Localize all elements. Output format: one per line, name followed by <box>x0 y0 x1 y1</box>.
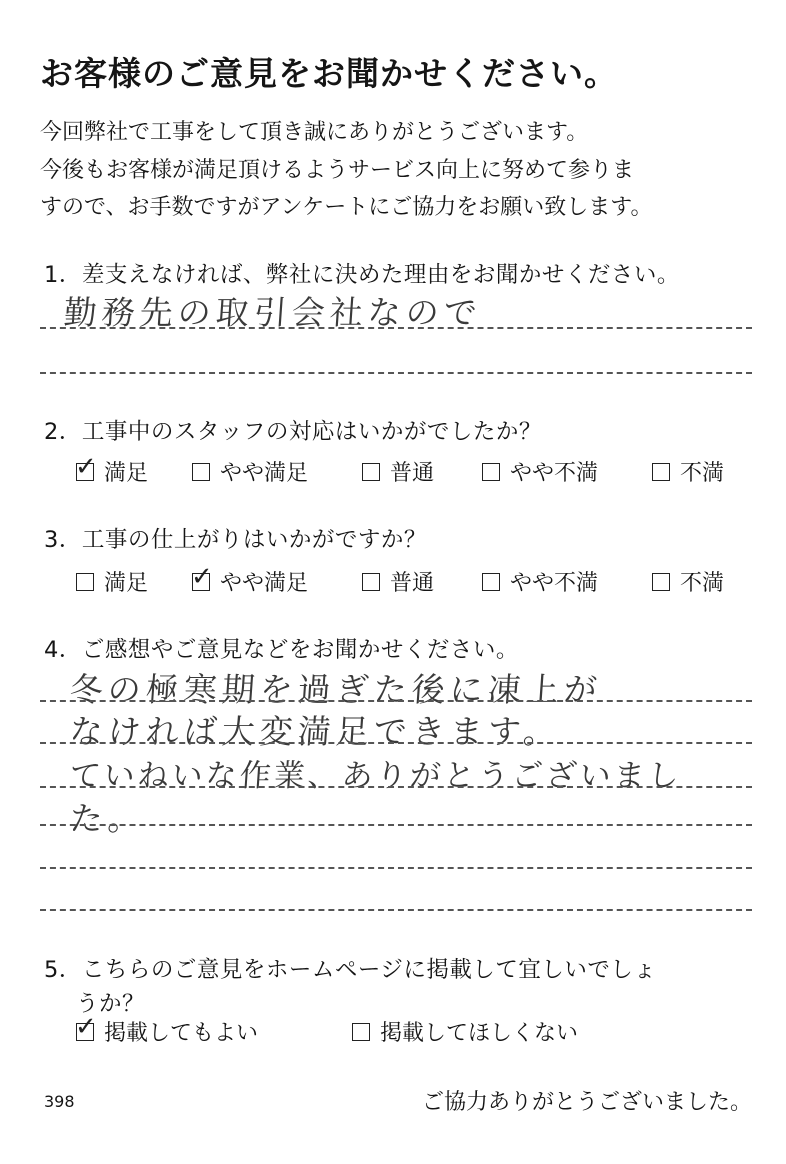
q3-option-5[interactable] <box>652 566 724 597</box>
option-label: やや満足 <box>220 461 309 486</box>
option-label: 普通 <box>390 571 435 596</box>
option-label: やや不満 <box>510 571 599 596</box>
check-mark-icon: ✓ <box>75 451 97 482</box>
page-number: 398 <box>44 1092 75 1111</box>
question-2-label: 2．工事中のスタッフの対応はいかがでしたか？ <box>44 419 542 445</box>
question-4-answer-line-2: なければ大変満足できます。 <box>68 712 563 751</box>
checkbox[interactable] <box>652 463 670 481</box>
q3-option-3[interactable] <box>362 566 434 597</box>
answer-line <box>40 327 752 329</box>
q2-option-3[interactable] <box>362 456 434 487</box>
q2-option-2[interactable] <box>192 456 308 487</box>
answer-line <box>40 700 752 702</box>
checkbox[interactable] <box>652 573 670 591</box>
question-4-answer-line-3: ていねいな作業、ありがとうございまし <box>68 758 684 794</box>
question-1-label: 1．差支えなければ、弊社に決めた理由をお聞かせください。 <box>44 262 680 288</box>
question-5-label-line-1: 5．こちらのご意見をホームページに掲載して宜しいでしょ <box>44 957 657 983</box>
option-label: 普通 <box>390 461 435 486</box>
q3-option-1[interactable] <box>76 566 148 597</box>
q2-option-1[interactable] <box>75 451 149 487</box>
option-label: 不満 <box>680 461 725 486</box>
question-4-answer-line-4: た。 <box>68 799 148 838</box>
checkbox[interactable] <box>362 573 380 591</box>
option-label: 満足 <box>104 571 149 596</box>
checkbox[interactable] <box>191 561 213 592</box>
question-4-answer-line-1: 冬の極寒期を過ぎた後に凍上が <box>68 670 604 709</box>
answer-line <box>40 909 752 911</box>
checkbox[interactable] <box>76 573 94 591</box>
checkbox[interactable] <box>75 451 97 482</box>
question-4-label: 4．ご感想やご意見などをお聞かせください。 <box>44 637 519 663</box>
checkbox[interactable] <box>362 463 380 481</box>
q3-option-2[interactable] <box>191 561 309 597</box>
intro-line-1: 今回弊社で工事をして頂き誠にありがとうございます。 <box>40 120 589 145</box>
intro-line-2: 今後もお客様が満足頂けるようサービス向上に努めて参りま <box>40 158 635 183</box>
question-1-answer: 勤務先の取引会社なので <box>62 293 484 332</box>
option-label: やや満足 <box>220 571 309 596</box>
answer-line <box>40 786 752 788</box>
q2-option-4[interactable] <box>482 456 598 487</box>
option-label: 不満 <box>680 571 725 596</box>
question-3-label: 3．工事の仕上がりはいかがですか？ <box>44 527 427 553</box>
question-5-label-line-2: うか？ <box>76 991 146 1017</box>
checkbox[interactable] <box>352 1023 370 1041</box>
survey-title: お客様のご意見をお聞かせください。 <box>40 54 618 93</box>
answer-line <box>40 742 752 744</box>
answer-line <box>40 372 752 374</box>
checkbox[interactable] <box>192 463 210 481</box>
q2-option-5[interactable] <box>652 456 724 487</box>
intro-line-3: すので、お手数ですがアンケートにご協力をお願い致します。 <box>40 195 653 220</box>
checkbox[interactable] <box>482 573 500 591</box>
answer-line <box>40 824 752 826</box>
checkbox[interactable] <box>75 1011 97 1042</box>
q5-option-1[interactable] <box>75 1011 259 1047</box>
q3-option-4[interactable] <box>482 566 598 597</box>
check-mark-icon: ✓ <box>75 1011 97 1042</box>
option-label: 掲載してもよい <box>104 1021 259 1046</box>
checkbox[interactable] <box>482 463 500 481</box>
option-label: やや不満 <box>510 461 599 486</box>
check-mark-icon: ✓ <box>191 561 213 592</box>
answer-line <box>40 867 752 869</box>
q5-option-2[interactable] <box>352 1016 578 1047</box>
thanks-message: ご協力ありがとうございました。 <box>421 1090 752 1115</box>
option-label: 掲載してほしくない <box>380 1021 579 1046</box>
option-label: 満足 <box>104 461 149 486</box>
